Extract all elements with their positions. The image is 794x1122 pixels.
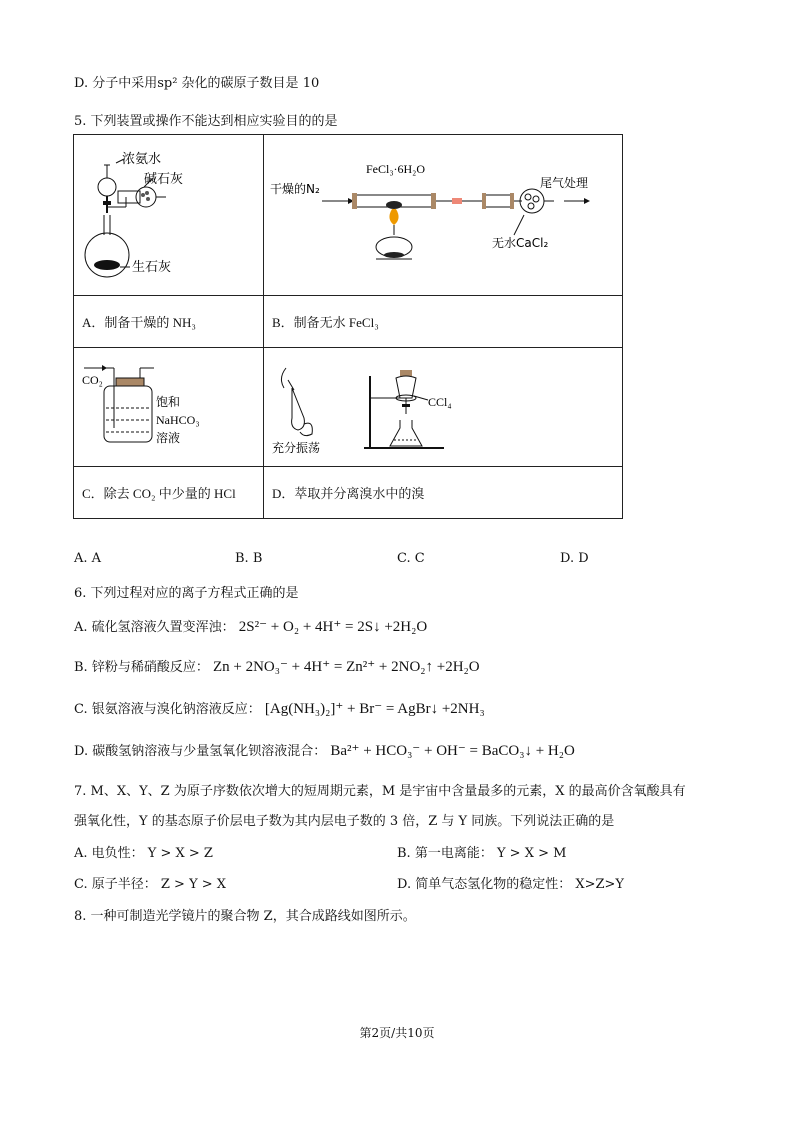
q6-option-a[interactable] (74, 616, 427, 636)
q6-b-text: B. 锌粉与稀硝酸反应： (74, 660, 209, 675)
q4-option-d: D. 分子中采用sp² 杂化的碳原子数目是 10 (74, 76, 320, 91)
q7-option-a[interactable]: A. 电负性： Y > X > Z (74, 846, 213, 861)
q5-option-c[interactable]: C. C (397, 551, 425, 566)
q6-d-text: D. 碳酸氢钠溶液与少量氢氧化钡溶液混合： (74, 744, 327, 759)
label-soda-lime: 碱石灰 (144, 172, 184, 187)
q6-b-equation: Zn + 2NO₃⁻ + 4H⁺ = Zn²⁺ + 2NO₂↑ +2H₂O (212, 659, 480, 675)
apparatus-a (74, 135, 264, 296)
label-shake: 充分振荡 (272, 441, 321, 455)
label-conc-ammonia: 浓氨水 (122, 152, 162, 167)
q7-option-d[interactable]: D. 简单气态氢化物的稳定性： X>Z>Y (397, 877, 625, 892)
q7-option-b[interactable]: B. 第一电离能： Y > X > M (397, 846, 567, 861)
q6-d-equation: Ba²⁺ + HCO₃⁻ + OH⁻ = BaCO₃↓ + H₂O (330, 743, 575, 759)
q6-option-d[interactable] (74, 740, 575, 760)
q5-stem: 5. 下列装置或操作不能达到相应实验目的的是 (74, 114, 338, 129)
label-saturated: 饱和 (156, 395, 181, 409)
q6-stem: 6. 下列过程对应的离子方程式正确的是 (74, 586, 299, 601)
q6-option-b[interactable] (74, 656, 480, 676)
q5-option-a[interactable]: A. A (74, 551, 102, 566)
apparatus-c (74, 348, 264, 467)
label-solution: 溶液 (156, 431, 181, 445)
q6-a-equation: 2S²⁻ + O₂ + 4H⁺ = 2S↓ +2H₂O (238, 619, 428, 635)
label-fecl3-hydrate: FeCl₃·6H₂O (366, 162, 426, 176)
apparatus-b (264, 135, 623, 296)
q6-a-text: A. 硫化氢溶液久置变浑浊： (74, 620, 235, 635)
q8-stem: 8. 一种可制造光学镜片的聚合物 Z，其合成路线如图所示。 (74, 909, 416, 924)
apparatus-d (264, 348, 623, 467)
caption-c: C．除去 CO₂ 中少量的 HCl (74, 467, 264, 519)
label-tail-gas: 尾气处理 (540, 176, 589, 190)
extraction-apparatus-diagram (264, 348, 622, 462)
label-dry-n2: 干燥的N₂ (270, 182, 320, 196)
fecl3-apparatus-diagram (264, 135, 622, 291)
page-footer: 第2页/共10页 (359, 1026, 435, 1040)
q5-option-d[interactable]: D. D (560, 551, 589, 566)
label-co2: CO₂ (82, 373, 103, 387)
caption-d: D．萃取并分离溴水中的溴 (264, 467, 623, 519)
q7-stem-line2: 强氧化性，Y 的基态原子价层电子数为其内层电子数的 3 倍，Z 与 Y 同族。下列说法正确的是 (74, 814, 615, 829)
q5-option-b[interactable]: B. B (235, 551, 263, 566)
q5-apparatus-table (73, 134, 623, 519)
q7-option-c[interactable]: C. 原子半径： Z > Y > X (74, 877, 227, 892)
q6-option-c[interactable] (74, 698, 485, 718)
caption-b: B．制备无水 FeCl₃ (264, 296, 623, 348)
q6-c-text: C. 银氨溶液与溴化钠溶液反应： (74, 702, 261, 717)
label-ccl4: CCl₄ (428, 395, 452, 409)
q6-c-equation: [Ag(NH₃)₂]⁺ + Br⁻ = AgBr↓ +2NH₃ (264, 701, 485, 717)
caption-a: A．制备干燥的 NH₃ (74, 296, 264, 348)
label-anhydrous-cacl2: 无水CaCl₂ (492, 236, 549, 250)
gas-washing-bottle-diagram (74, 348, 263, 462)
ammonia-apparatus-diagram (74, 135, 263, 291)
label-nahco3: NaHCO₃ (156, 413, 200, 427)
label-quicklime: 生石灰 (132, 260, 172, 275)
q7-stem-line1: 7. M、X、Y、Z 为原子序数依次增大的短周期元素，M 是宇宙中含量最多的元素，X 的最高价含氧酸具有 (74, 784, 686, 799)
